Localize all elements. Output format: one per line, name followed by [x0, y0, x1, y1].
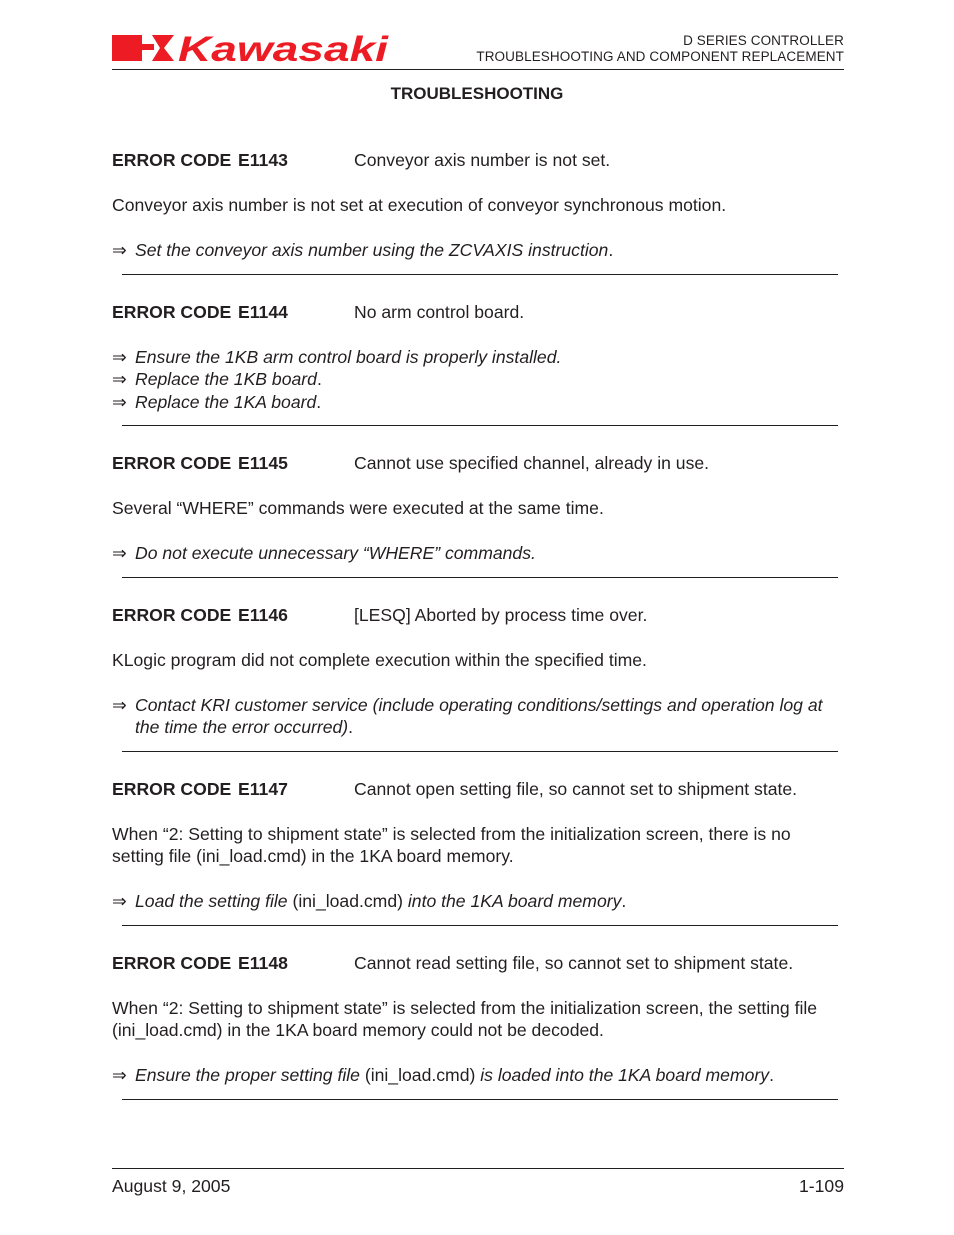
entry-spacer: [112, 926, 844, 952]
error-code-list: [112, 149, 844, 1126]
remedy-part: is loaded into the 1KA board memory: [480, 1065, 770, 1085]
footer-divider: [112, 1168, 844, 1169]
remedy-part: Replace the 1KB board: [135, 369, 317, 389]
error-code-line: [112, 452, 844, 475]
error-code-line: [112, 604, 844, 627]
remedy-text: [135, 694, 844, 739]
remedy-period: .: [621, 891, 627, 911]
error-description: Conveyor axis number is not set at execution of conveyor synchronous motion.: [112, 195, 727, 215]
error-code-label: ERROR CODE: [112, 301, 232, 322]
error-code-number: E1144: [238, 301, 288, 322]
error-message: Cannot read setting file, so cannot set to shipment state.: [354, 952, 794, 973]
remedy-text: [135, 1064, 844, 1087]
page-number: 1-109: [799, 1176, 844, 1196]
error-message: [LESQ] Aborted by process time over.: [354, 604, 648, 625]
error-description: Several “WHERE” commands were executed at the same time.: [112, 498, 604, 518]
kawasaki-wordmark: Kawasaki: [178, 30, 390, 66]
remedy-part: into the 1KA board memory: [407, 891, 622, 911]
error-description: KLogic program did not complete execution within the specified time.: [112, 649, 647, 670]
error-message: Conveyor axis number is not set.: [354, 150, 611, 170]
error-message: No arm control board.: [354, 301, 525, 322]
remedy-period: .: [769, 1065, 774, 1085]
error-description: When “2: Setting to shipment state” is selected from the initialization screen, there is no setting file (ini_load.cmd) in the 1KA board memory.: [112, 823, 791, 866]
error-message: Cannot open setting file, so cannot set to shipment state.: [354, 778, 798, 799]
remedy-arrow-icon: ⇒: [112, 694, 127, 715]
error-code-line: [112, 778, 844, 801]
remedy-arrow-icon: ⇒: [112, 240, 127, 260]
entry-spacer: [112, 275, 844, 301]
error-code-label: ERROR CODE: [112, 150, 232, 170]
error-code-number: E1145: [238, 453, 288, 473]
entry-spacer: [112, 426, 844, 452]
remedy-arrow-icon: ⇒: [112, 391, 127, 412]
remedy-text: [135, 239, 844, 262]
kawasaki-river-mark-icon: [112, 35, 174, 61]
kawasaki-logo: [112, 30, 390, 66]
remedy-arrow-icon: ⇒: [112, 369, 127, 389]
remedy-arrow-icon: ⇒: [112, 891, 127, 911]
error-entry: [112, 301, 844, 453]
remedy-item: [112, 694, 844, 739]
remedy-item: [112, 542, 844, 565]
remedy-period: .: [316, 369, 322, 389]
error-code-line: [112, 952, 844, 975]
entry-spacer: [112, 1100, 844, 1126]
error-description: When “2: Setting to shipment state” is selected from the initialization screen, the setting file (ini_load.cmd) in the 1KA board memory could not be decoded.: [112, 997, 818, 1040]
error-code-label: ERROR CODE: [112, 952, 232, 973]
header-info: [476, 33, 844, 65]
error-code-line: [112, 301, 844, 324]
error-code-label: ERROR CODE: [112, 604, 232, 625]
remedy-item: [112, 239, 844, 262]
error-code-label: ERROR CODE: [112, 778, 232, 799]
remedy-part: Do not execute unnecessary “WHERE” commands.: [135, 543, 536, 563]
remedy-part: Load the setting file: [135, 891, 288, 911]
remedy-period: .: [348, 717, 354, 737]
header-product: D SERIES CONTROLLER: [683, 33, 844, 48]
remedy-item: [112, 346, 844, 369]
error-code-line: [112, 149, 844, 172]
error-entry: [112, 604, 844, 778]
entry-spacer: [112, 752, 844, 778]
error-code-number: E1143: [238, 150, 288, 170]
remedy-arrow-icon: ⇒: [112, 346, 127, 367]
remedy-part: Set the conveyor axis number using the ZCVAXIS instruction: [135, 240, 609, 260]
error-message: Cannot use specified channel, already in use.: [354, 453, 710, 473]
error-code-number: E1147: [238, 778, 288, 799]
header-chapter: TROUBLESHOOTING AND COMPONENT REPLACEMENT: [476, 49, 844, 64]
remedy-item: [112, 368, 844, 391]
remedy-filename: (ini_load.cmd): [359, 1065, 481, 1085]
error-entry: [112, 952, 844, 1126]
remedy-filename: (ini_load.cmd): [287, 891, 408, 911]
error-entry: [112, 452, 844, 604]
section-title: TROUBLESHOOTING: [390, 84, 564, 103]
entry-spacer: [112, 578, 844, 604]
error-code-number: E1146: [238, 604, 288, 625]
remedy-text: [135, 368, 844, 391]
remedy-item: [112, 890, 844, 913]
remedy-part: Ensure the proper setting file: [135, 1065, 360, 1085]
error-entry: [112, 778, 844, 952]
remedy-part: Replace the 1KA board: [135, 391, 317, 412]
error-code-label: ERROR CODE: [112, 453, 232, 473]
remedy-period: .: [316, 391, 322, 412]
remedy-arrow-icon: ⇒: [112, 543, 127, 563]
remedy-part: Ensure the 1KB arm control board is properly installed.: [135, 346, 562, 367]
remedy-item: [112, 391, 844, 414]
remedy-text: [135, 346, 844, 369]
remedy-item: [112, 1064, 844, 1087]
remedy-period: .: [608, 240, 614, 260]
remedy-text: [135, 542, 844, 565]
remedy-part: Contact KRI customer service (include operating conditions/settings and operation log at the time the error occurred): [135, 694, 823, 737]
error-entry: [112, 149, 844, 301]
remedy-text: [135, 391, 844, 414]
error-code-number: E1148: [238, 952, 288, 973]
remedy-text: [135, 890, 844, 913]
footer-date: August 9, 2005: [112, 1176, 231, 1196]
remedy-arrow-icon: ⇒: [112, 1065, 127, 1085]
header-divider: [112, 69, 844, 70]
